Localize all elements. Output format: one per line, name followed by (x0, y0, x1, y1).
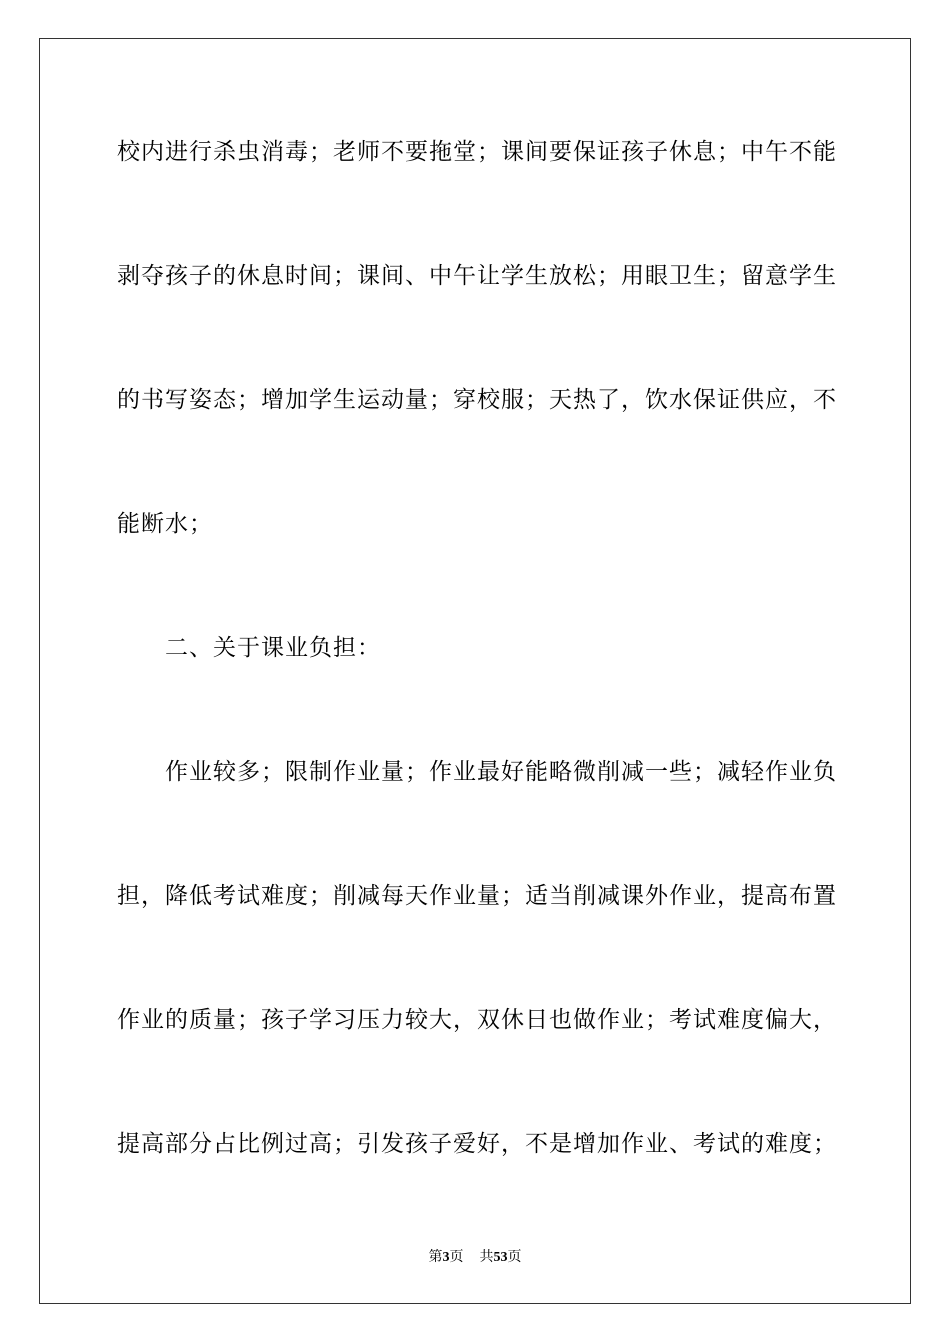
page-footer (0, 1248, 950, 1267)
page-number: 3 (442, 1250, 450, 1265)
body-line-6: 作业较多；限制作业量；作业最好能略微削减一些；减轻作业负 (165, 759, 837, 785)
body-line-7: 担，降低考试难度；削减每天作业量；适当削减课外作业，提高布置 (117, 883, 837, 909)
body-line-3: 的书写姿态；增加学生运动量；穿校服；天热了，饮水保证供应，不 (117, 387, 837, 413)
body-line-4: 能断水； (117, 511, 213, 537)
body-line-1: 校内进行杀虫消毒；老师不要拖堂；课间要保证孩子休息；中午不能 (117, 139, 837, 165)
body-line-2: 剥夺孩子的休息时间；课间、中午让学生放松；用眼卫生；留意学生 (117, 263, 837, 289)
total-pages: 53 (493, 1250, 508, 1265)
section-heading: 二、关于课业负担： (165, 635, 381, 661)
page-border (39, 38, 911, 1304)
total-suffix: 页 (507, 1249, 522, 1265)
page-suffix: 页 (449, 1249, 464, 1265)
body-line-8: 作业的质量；孩子学习压力较大，双休日也做作业；考试难度偏大， (117, 1007, 837, 1033)
page-prefix: 第 (428, 1249, 443, 1265)
body-line-9: 提高部分占比例过高；引发孩子爱好，不是增加作业、考试的难度； (117, 1131, 837, 1157)
total-prefix: 共 (479, 1249, 494, 1265)
